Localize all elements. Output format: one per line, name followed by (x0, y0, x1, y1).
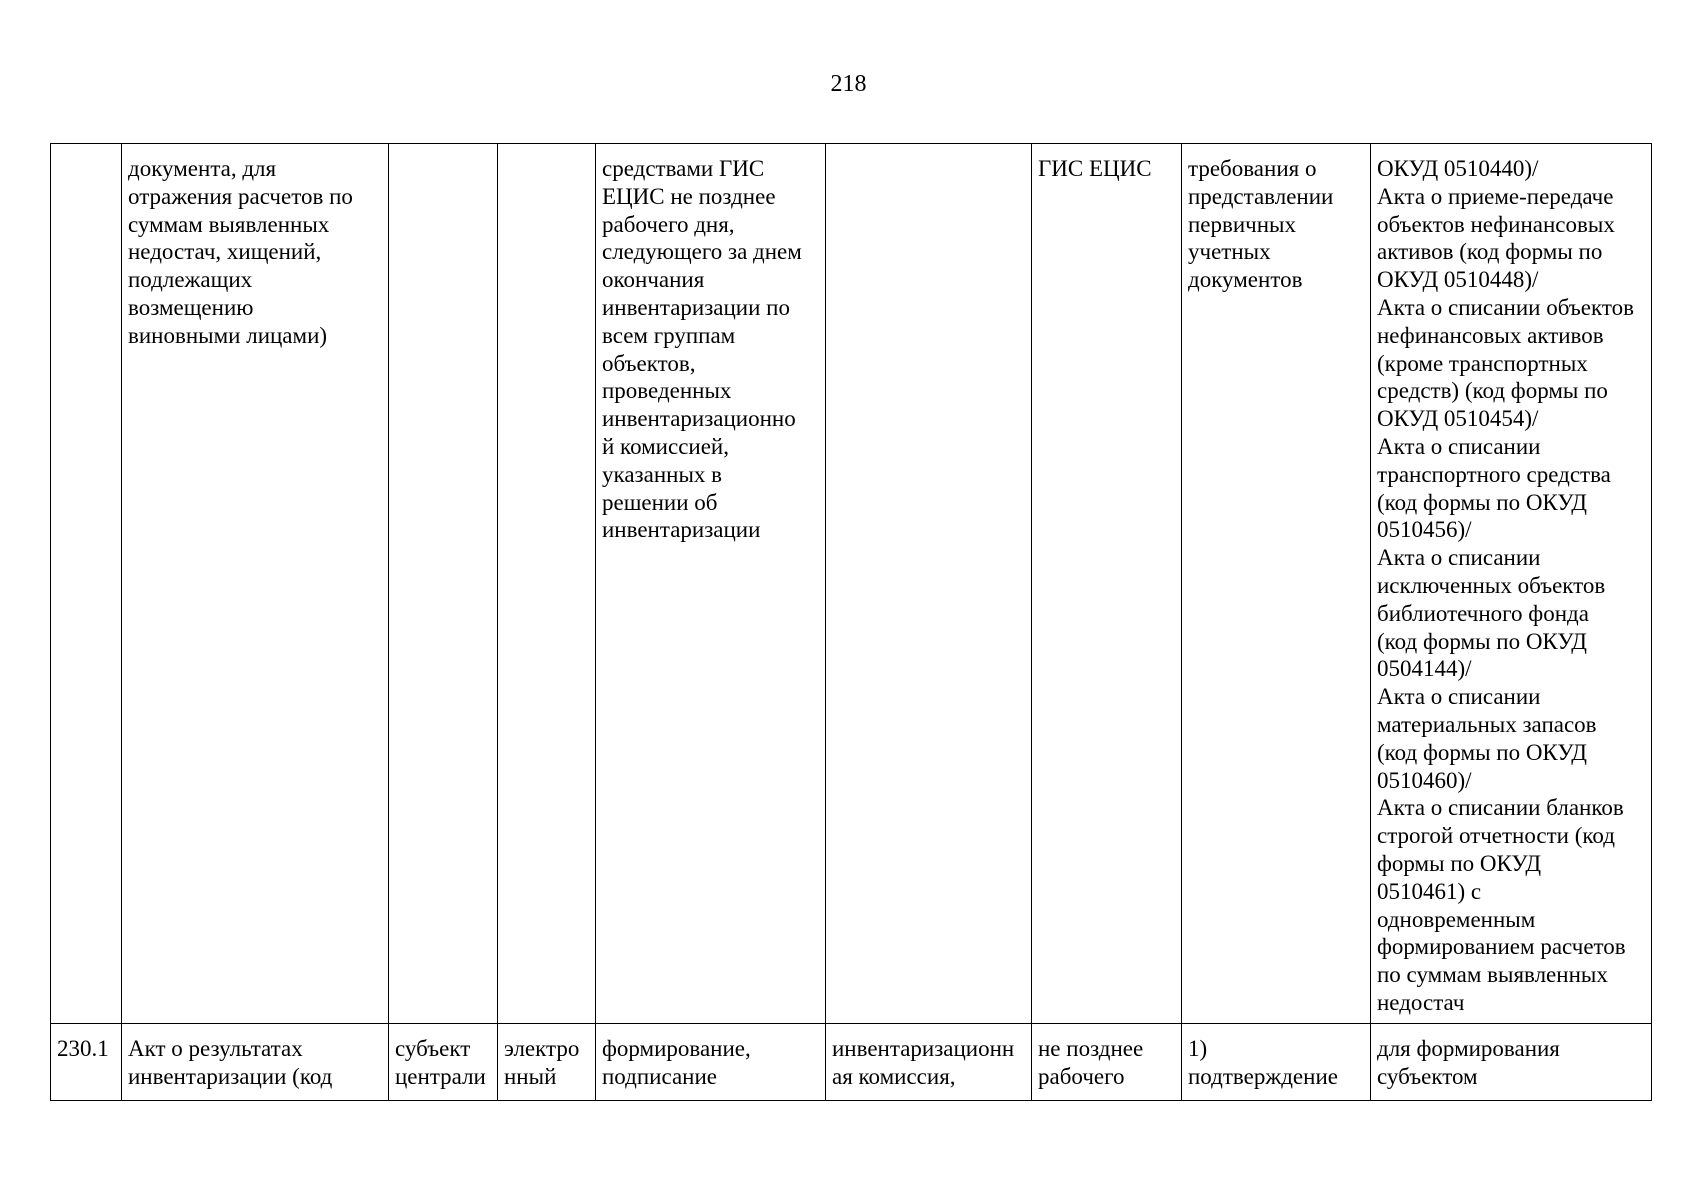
cell-text: субъект централи (395, 1035, 486, 1089)
table-cell-responsible (826, 144, 1032, 1024)
cell-text: не позднее рабочего (1038, 1035, 1144, 1089)
table-cell-procedure (596, 1023, 826, 1100)
cell-text: документа, для отражения расчетов по суммам выявленных недостач, хищений, подлежащих возмещению виновными лицами) (128, 156, 353, 348)
cell-text: средствами ГИС ЕЦИС не позднее рабочего дня, следующего за днем окончания инвентаризации по всем группам объектов, проведенных инвентаризационно й комиссией, указанных в решении об инвентаризации (602, 156, 802, 543)
table-cell-number (51, 144, 122, 1024)
page-number: 218 (830, 71, 867, 97)
cell-text: электро нный (504, 1035, 580, 1089)
table-cell-document-name (122, 144, 389, 1024)
cell-text: Акт о результатах инвентаризации (код (128, 1035, 333, 1089)
table-cell-originator (389, 1023, 498, 1100)
table-row (51, 144, 1652, 1024)
table-cell-basis (1182, 1023, 1371, 1100)
cell-text: формирование, подписание (602, 1035, 751, 1089)
cell-text: требования о представлении первичных учетных документов (1188, 156, 1334, 293)
table-cell-form (498, 144, 596, 1024)
table-cell-deadline (1032, 144, 1182, 1024)
cell-text: инвентаризационн ая комиссия, (832, 1035, 1015, 1089)
table-cell-basis (1182, 144, 1371, 1024)
cell-text: для формирования субъектом (1377, 1035, 1560, 1089)
document-table (50, 143, 1652, 1101)
cell-text: 230.1 (57, 1035, 109, 1061)
table-cell-purpose (1371, 1023, 1652, 1100)
table-cell-purpose (1371, 144, 1652, 1024)
cell-text: 1) подтверждение (1188, 1035, 1338, 1089)
table-cell-originator (389, 144, 498, 1024)
table-row (51, 1023, 1652, 1100)
cell-text: ГИС ЕЦИС (1038, 156, 1152, 181)
table-cell-deadline (1032, 1023, 1182, 1100)
table-cell-form (498, 1023, 596, 1100)
table-cell-number (51, 1023, 122, 1100)
table-cell-document-name (122, 1023, 389, 1100)
table-cell-procedure (596, 144, 826, 1024)
cell-text: ОКУД 0510440)/ Акта о приеме-передаче объектов нефинансовых активов (код формы по ОКУД 0510448)/ Акта о списании объектов нефинансовых активов (кроме транспортных средств) (код формы по ОКУД 0510454)/ Акта о списании транспортного средства (код формы по ОКУД 0510456)/ Акта о списании исключенных объектов библиотечного фонда (код формы по ОКУД 0504144)/ Акта о списании материальных запасов (код формы по ОКУД 0510460)/ Акта о списании бланков строгой отчетности (код формы по ОКУД 0510461) с одновременным формированием расчетов по суммам выявленных недостач (1377, 156, 1634, 1015)
table-cell-responsible (826, 1023, 1032, 1100)
